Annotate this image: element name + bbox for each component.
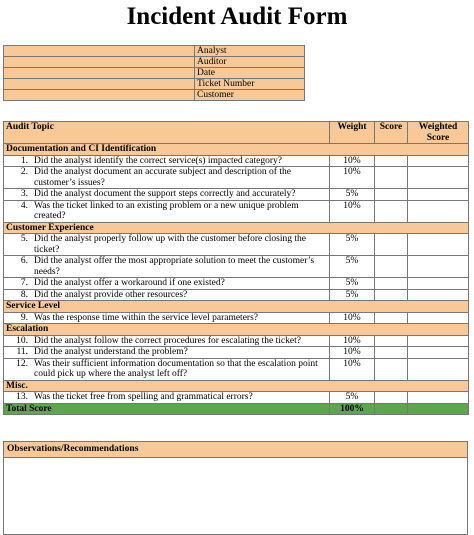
question-text: Did the analyst identify the correct service(s) impacted category? — [34, 155, 282, 166]
section-title: Customer Experience — [4, 222, 469, 234]
section-title: Misc. — [4, 380, 469, 392]
weight-cell: 5% — [330, 234, 375, 256]
question-number: 7. — [20, 278, 28, 288]
weighted-score-cell[interactable] — [408, 200, 469, 222]
question-cell — [4, 200, 330, 222]
info-row — [4, 79, 305, 90]
question-cell — [4, 234, 330, 256]
section-row — [4, 144, 469, 156]
info-row-blank — [4, 79, 195, 90]
observations-body-row — [4, 458, 468, 535]
question-cell — [4, 278, 330, 290]
info-field-label: Auditor — [195, 57, 305, 68]
weighted-score-cell[interactable] — [408, 347, 469, 359]
info-row — [4, 68, 305, 79]
weight-cell: 5% — [330, 278, 375, 290]
header-audit-topic: Audit Topic — [4, 122, 330, 144]
observations-header-row — [4, 442, 468, 458]
question-row — [4, 358, 469, 380]
question-row — [4, 278, 469, 290]
score-cell[interactable] — [375, 312, 408, 324]
question-cell — [4, 155, 330, 167]
total-weight: 100% — [330, 403, 375, 415]
score-cell[interactable] — [375, 256, 408, 278]
weight-cell: 10% — [330, 347, 375, 359]
question-number: 12. — [16, 358, 28, 369]
question-text: Did the analyst follow the correct procedures for escalating the ticket? — [34, 335, 301, 346]
question-row — [4, 312, 469, 324]
question-number: 11. — [16, 347, 28, 357]
info-field-label: Customer — [195, 90, 305, 101]
question-text: Did the analyst document an accurate subject and description of the customer’s issues? — [34, 167, 291, 188]
question-row — [4, 234, 469, 256]
weighted-score-cell[interactable] — [408, 289, 469, 301]
header-weight: Weight — [330, 122, 375, 144]
question-number: 13. — [16, 392, 28, 402]
question-cell — [4, 167, 330, 189]
question-row — [4, 335, 469, 347]
question-cell — [4, 189, 330, 201]
observations-label: Observations/Recommendations — [4, 442, 468, 458]
question-cell — [4, 335, 330, 347]
weighted-score-cell[interactable] — [408, 189, 469, 201]
score-cell[interactable] — [375, 234, 408, 256]
score-cell[interactable] — [375, 335, 408, 347]
question-number: 10. — [16, 335, 28, 346]
question-number: 2. — [20, 167, 28, 177]
question-text: Did the analyst understand the problem? — [34, 347, 188, 357]
question-row — [4, 167, 469, 189]
question-cell — [4, 312, 330, 324]
score-cell[interactable] — [375, 392, 408, 404]
section-title: Documentation and CI Identification — [4, 144, 469, 156]
weighted-score-cell[interactable] — [408, 234, 469, 256]
question-row — [4, 155, 469, 167]
audit-table — [3, 121, 469, 415]
question-text: Did the analyst provide other resources? — [34, 289, 188, 300]
weight-cell: 10% — [330, 155, 375, 167]
score-cell[interactable] — [375, 200, 408, 222]
weight-cell: 10% — [330, 335, 375, 347]
question-row — [4, 392, 469, 404]
info-row-blank — [4, 57, 195, 68]
weighted-score-cell[interactable] — [408, 335, 469, 347]
question-row — [4, 189, 469, 201]
question-cell — [4, 347, 330, 359]
score-cell[interactable] — [375, 289, 408, 301]
weighted-score-cell[interactable] — [408, 392, 469, 404]
weight-cell: 10% — [330, 358, 375, 380]
weight-cell: 10% — [330, 200, 375, 222]
section-title: Service Level — [4, 301, 469, 313]
question-number: 1. — [20, 155, 28, 166]
question-cell — [4, 256, 330, 278]
weighted-score-cell[interactable] — [408, 312, 469, 324]
observations-field[interactable] — [4, 458, 468, 535]
question-number: 3. — [20, 189, 28, 199]
question-row — [4, 200, 469, 222]
weighted-score-cell[interactable] — [408, 155, 469, 167]
weight-cell: 10% — [330, 312, 375, 324]
score-cell[interactable] — [375, 167, 408, 189]
score-cell[interactable] — [375, 278, 408, 290]
header-score: Score — [375, 122, 408, 144]
section-row — [4, 380, 469, 392]
info-row — [4, 57, 305, 68]
question-text: Was the ticket linked to an existing problem or a new unique problem created? — [34, 200, 299, 221]
question-text: Did the analyst offer the most appropriate solution to meet the customer’s needs? — [34, 256, 315, 277]
question-text: Did the analyst properly follow up with the customer before closing the ticket? — [34, 234, 307, 255]
observations-table — [3, 441, 468, 535]
total-score-cell[interactable] — [375, 403, 408, 415]
question-row — [4, 347, 469, 359]
section-row — [4, 324, 469, 336]
question-number: 8. — [20, 289, 28, 300]
info-field-label: Analyst — [195, 46, 305, 57]
question-row — [4, 289, 469, 301]
section-row — [4, 301, 469, 313]
info-row-blank — [4, 90, 195, 101]
question-number: 9. — [20, 312, 28, 323]
total-row — [4, 403, 469, 415]
info-row-blank — [4, 46, 195, 57]
total-weighted-score-cell[interactable] — [408, 403, 469, 415]
score-cell[interactable] — [375, 358, 408, 380]
section-row — [4, 222, 469, 234]
info-table — [3, 45, 305, 101]
question-row — [4, 256, 469, 278]
question-text: Was the ticket free from spelling and grammatical errors? — [34, 392, 253, 402]
question-number: 5. — [20, 234, 28, 244]
question-cell — [4, 392, 330, 404]
info-row — [4, 90, 305, 101]
header-weighted-score: Weighted Score — [408, 122, 469, 144]
info-field-label: Ticket Number — [195, 79, 305, 90]
question-text: Was the response time within the service level parameters? — [34, 312, 258, 323]
score-cell[interactable] — [375, 155, 408, 167]
section-title: Escalation — [4, 324, 469, 336]
audit-header-row — [4, 122, 469, 144]
question-text: Was their sufficient information documentation so that the escalation point could pick up where the analyst left off? — [34, 358, 318, 379]
question-number: 6. — [20, 256, 28, 266]
weight-cell: 5% — [330, 189, 375, 201]
question-cell — [4, 289, 330, 301]
info-field-label: Date — [195, 68, 305, 79]
weighted-score-cell[interactable] — [408, 278, 469, 290]
question-number: 4. — [20, 200, 28, 211]
info-row-blank — [4, 68, 195, 79]
question-text: Did the analyst document the support steps correctly and accurately? — [34, 189, 296, 199]
question-text: Did the analyst offer a workaround if one existed? — [34, 278, 225, 288]
weight-cell: 5% — [330, 289, 375, 301]
info-row — [4, 46, 305, 57]
form-title: Incident Audit Form — [126, 3, 348, 30]
question-cell — [4, 358, 330, 380]
weight-cell: 10% — [330, 167, 375, 189]
weight-cell: 5% — [330, 256, 375, 278]
total-label: Total Score — [4, 403, 330, 415]
weighted-score-cell[interactable] — [408, 256, 469, 278]
weighted-score-cell[interactable] — [408, 358, 469, 380]
weight-cell: 5% — [330, 392, 375, 404]
score-cell[interactable] — [375, 347, 408, 359]
weighted-score-cell[interactable] — [408, 167, 469, 189]
score-cell[interactable] — [375, 189, 408, 201]
